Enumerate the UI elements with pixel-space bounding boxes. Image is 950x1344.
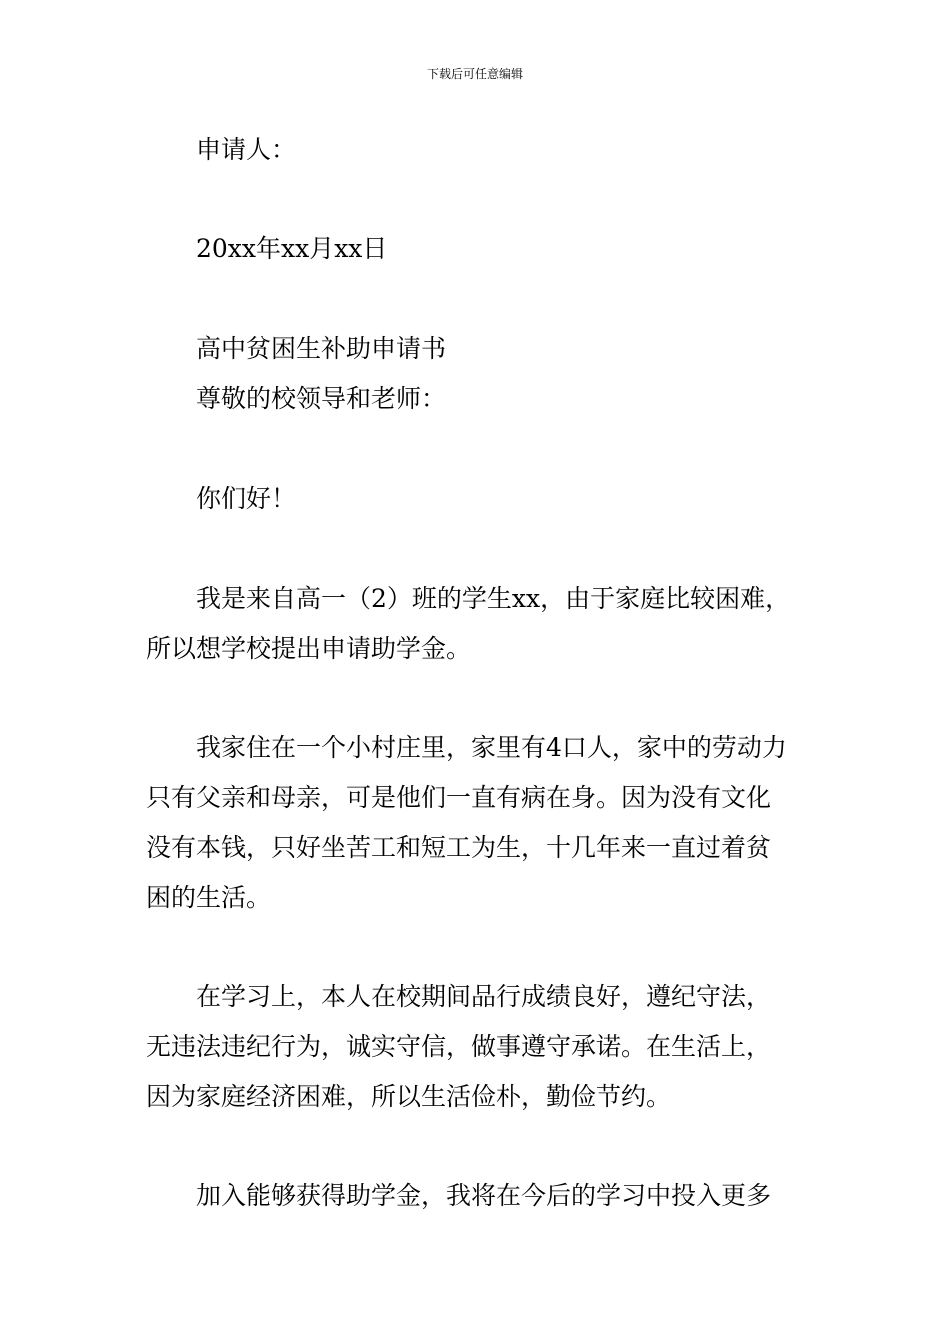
paragraph-line: 我家住在一个小村庄里，家里有4口人，家中的劳动力 xyxy=(196,733,787,762)
salutation: 尊敬的校领导和老师： xyxy=(196,384,447,413)
paragraph-line: 无违法违纪行为，诚实守信，做事遵守承诺。在生活上， xyxy=(146,1032,772,1061)
greeting: 你们好！ xyxy=(196,484,297,513)
document-title: 高中贫困生补助申请书 xyxy=(196,334,447,363)
paragraph-line: 只有父亲和母亲，可是他们一直有病在身。因为没有文化 xyxy=(146,783,772,812)
paragraph-line: 没有本钱，只好坐苦工和短工为生，十几年来一直过着贫 xyxy=(146,833,772,862)
paragraph-line: 在学习上，本人在校期间品行成绩良好，遵纪守法， xyxy=(196,982,772,1011)
paragraph-line: 因为家庭经济困难，所以生活俭朴，勤俭节约。 xyxy=(146,1082,672,1111)
paragraph-line: 所以想学校提出申请助学金。 xyxy=(146,634,472,663)
paragraph-line: 困的生活。 xyxy=(146,883,272,912)
paragraph-line: 加入能够获得助学金，我将在今后的学习中投入更多 xyxy=(196,1181,772,1210)
header-note: 下载后可任意编辑 xyxy=(426,67,523,81)
date-line: 20xx年xx月xx日 xyxy=(196,234,388,263)
paragraph-line: 我是来自高一（2）班的学生xx，由于家庭比较困难， xyxy=(196,584,791,613)
applicant-label: 申请人： xyxy=(196,135,297,164)
